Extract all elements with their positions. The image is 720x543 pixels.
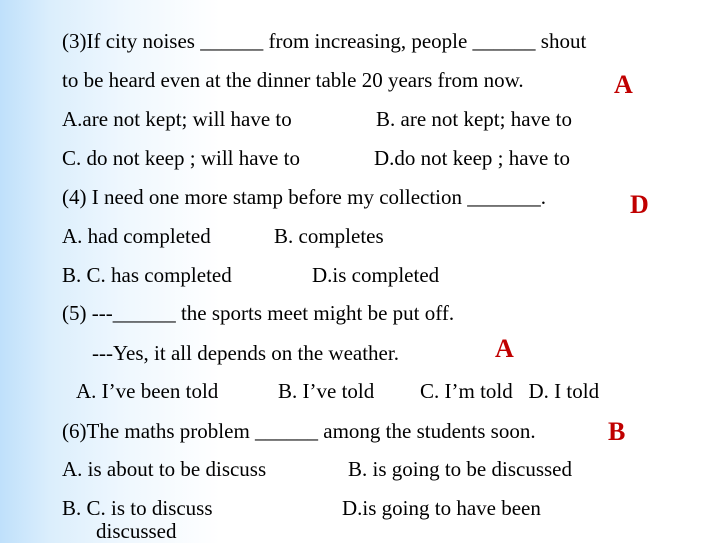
q4-option-b: B. completes [274, 224, 384, 248]
q4-option-a: A. had completed [62, 224, 211, 248]
q6-option-c-line2: discussed [96, 519, 177, 543]
q5-stem-line2: ---Yes, it all depends on the weather. [92, 341, 399, 365]
q3-answer: A [614, 70, 633, 99]
q6-stem: (6)The maths problem ______ among the students soon. [62, 419, 536, 443]
q4-answer: D [630, 190, 649, 219]
q3-option-c: C. do not keep ; will have to [62, 146, 300, 170]
q4-stem: (4) I need one more stamp before my collection _______. [62, 185, 547, 209]
q6-answer: B [608, 417, 626, 446]
q4-option-d: D.is completed [312, 263, 440, 287]
q3-option-a: A.are not kept; will have to [62, 107, 292, 131]
q5-stem-line1: (5) ---______ the sports meet might be put off. [62, 301, 455, 325]
q3-option-d: D.do not keep ; have to [374, 146, 570, 170]
q5-option-a: A. I’ve been told [76, 379, 219, 403]
q3-option-b: B. are not kept; have to [376, 107, 572, 131]
q6-option-d: D.is going to have been [342, 496, 541, 520]
q3-stem-line2: to be heard even at the dinner table 20 years from now. [62, 68, 524, 92]
q6-option-a: A. is about to be discuss [62, 457, 267, 481]
q6-option-c-line1: B. C. is to discuss [62, 496, 213, 520]
q6-option-b: B. is going to be discussed [348, 457, 572, 481]
q4-option-c: B. C. has completed [62, 263, 232, 287]
q5-option-cd: C. I’m told D. I told [420, 379, 600, 403]
q5-option-b: B. I’ve told [278, 379, 375, 403]
q3-stem-line1: (3)If city noises ______ from increasing, people ______ shout [62, 29, 587, 53]
q5-answer: A [495, 334, 514, 363]
